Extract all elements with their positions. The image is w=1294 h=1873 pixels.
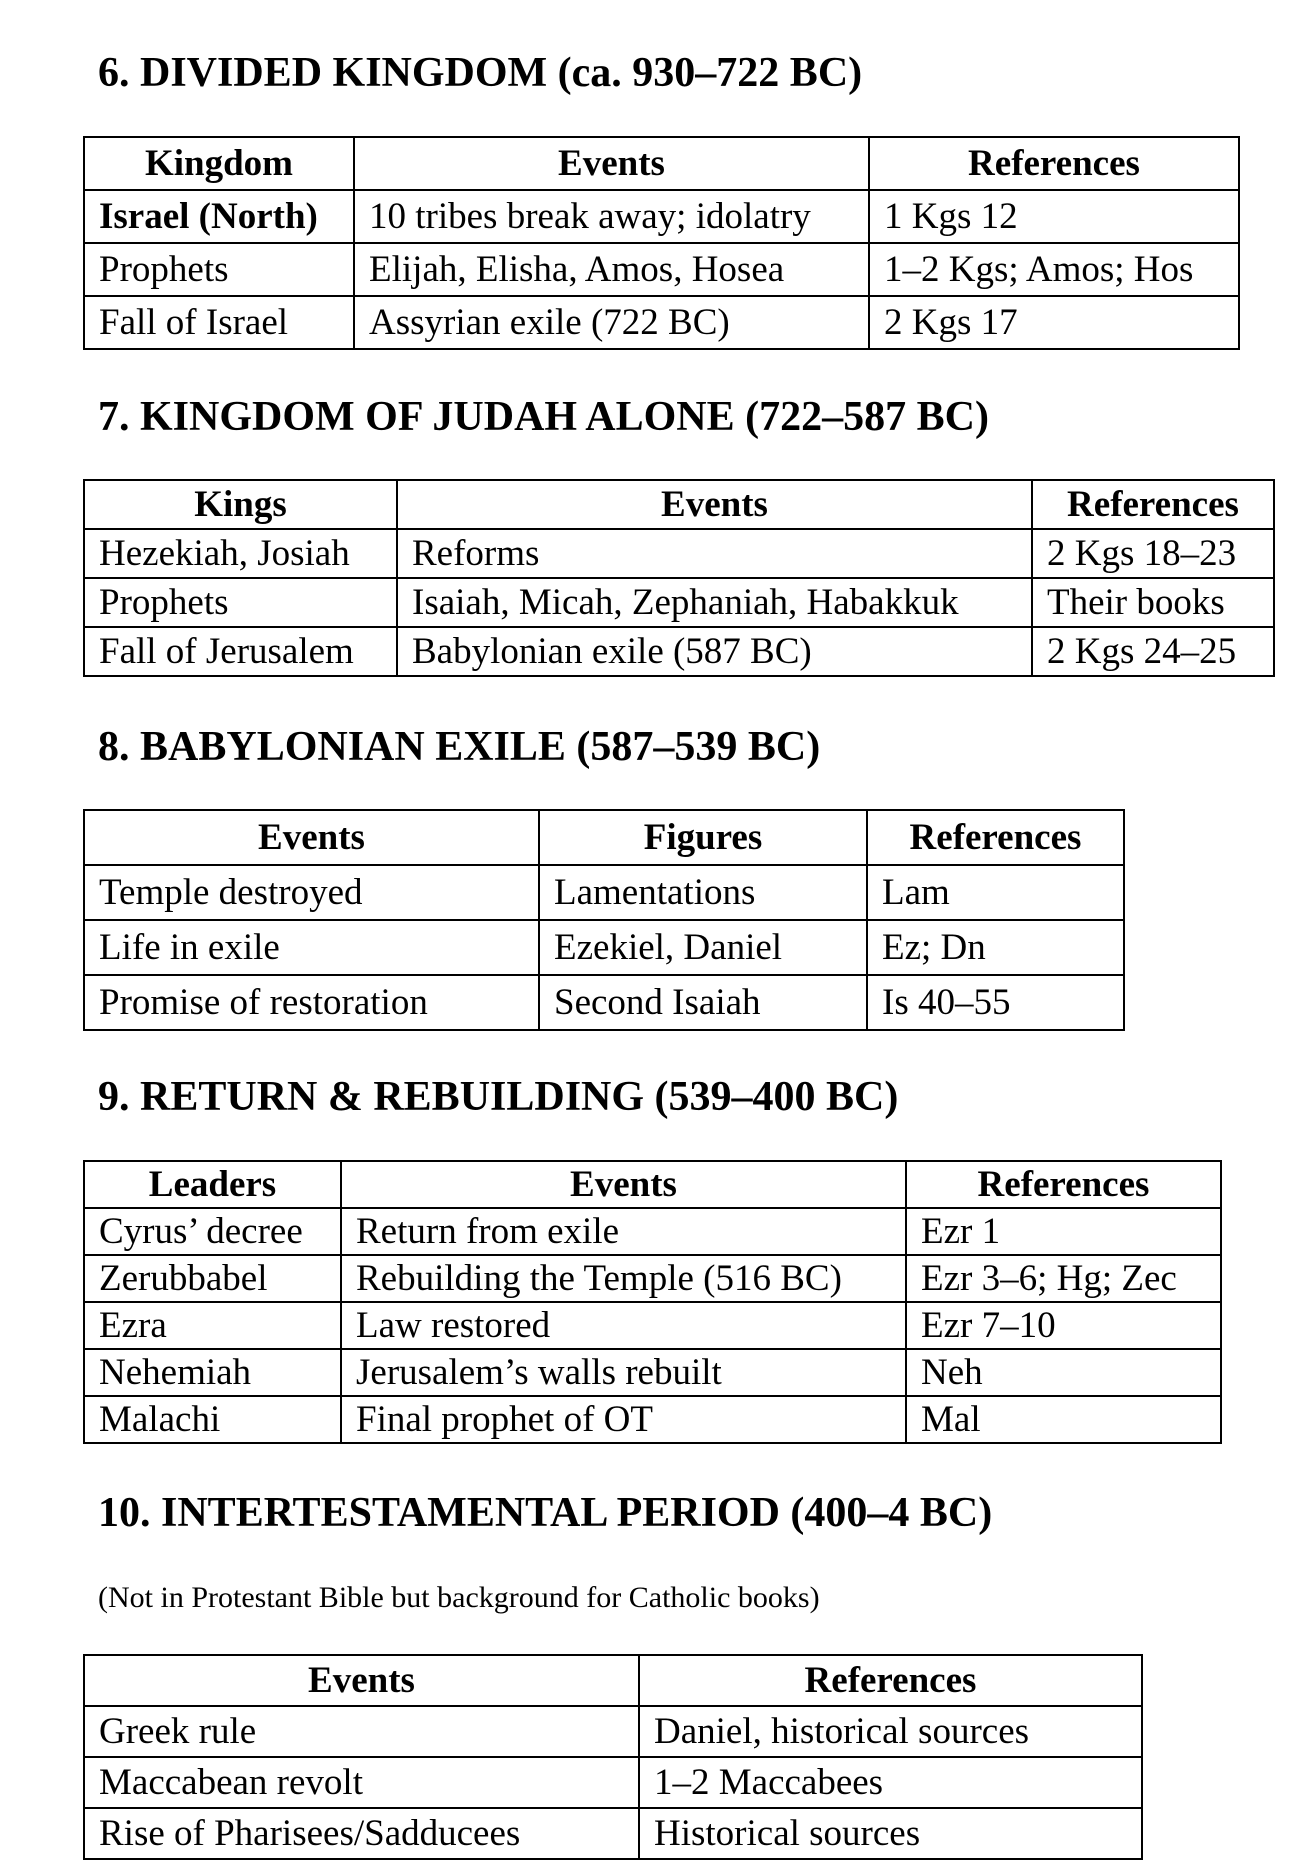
intertestamental-table: [83, 1654, 1143, 1860]
table-cell: Jerusalem’s walls rebuilt: [341, 1349, 906, 1396]
table-cell: Prophets: [84, 243, 354, 296]
table-cell: Historical sources: [639, 1808, 1142, 1859]
divided-kingdom-table: [83, 136, 1240, 350]
table-cell: Their books: [1032, 578, 1274, 627]
table-cell: Ezr 7–10: [906, 1302, 1221, 1349]
table-cell: Promise of restoration: [84, 975, 539, 1030]
table-cell: Greek rule: [84, 1706, 639, 1757]
column-header: Events: [341, 1161, 906, 1208]
table-row: [84, 1255, 1221, 1302]
section-10-note: (Not in Protestant Bible but background for Catholic books): [98, 1581, 820, 1614]
table-header-row: [84, 810, 1124, 865]
table-cell: Assyrian exile (722 BC): [354, 296, 869, 349]
table-row: [84, 1349, 1221, 1396]
table-cell: Rise of Pharisees/Sadducees: [84, 1808, 639, 1859]
table-cell: Maccabean revolt: [84, 1757, 639, 1808]
table-row: [84, 578, 1274, 627]
table-cell: Neh: [906, 1349, 1221, 1396]
table-cell: 10 tribes break away; idolatry: [354, 190, 869, 243]
column-header: Kings: [84, 480, 397, 529]
table-cell: 1–2 Kgs; Amos; Hos: [869, 243, 1239, 296]
column-header: Events: [84, 1655, 639, 1706]
table-cell: 1–2 Maccabees: [639, 1757, 1142, 1808]
table-row: [84, 1208, 1221, 1255]
table-cell: Fall of Jerusalem: [84, 627, 397, 676]
column-header: Events: [354, 137, 869, 190]
table-cell: Daniel, historical sources: [639, 1706, 1142, 1757]
table-cell: Reforms: [397, 529, 1032, 578]
column-header: Leaders: [84, 1161, 341, 1208]
table-cell: Babylonian exile (587 BC): [397, 627, 1032, 676]
table-cell: Lamentations: [539, 865, 867, 920]
column-header: Figures: [539, 810, 867, 865]
column-header: Events: [84, 810, 539, 865]
table-row: [84, 1302, 1221, 1349]
table-cell: Temple destroyed: [84, 865, 539, 920]
table-cell: Hezekiah, Josiah: [84, 529, 397, 578]
table-cell: Zerubbabel: [84, 1255, 341, 1302]
table-row: [84, 1808, 1142, 1859]
section-9-heading: 9. RETURN & REBUILDING (539–400 BC): [98, 1074, 899, 1120]
table-row: [84, 1396, 1221, 1443]
column-header: References: [906, 1161, 1221, 1208]
table-row: [84, 920, 1124, 975]
section-10-heading: 10. INTERTESTAMENTAL PERIOD (400–4 BC): [98, 1490, 993, 1536]
table-cell: Second Isaiah: [539, 975, 867, 1030]
table-cell: Ezr 3–6; Hg; Zec: [906, 1255, 1221, 1302]
section-7-heading: 7. KINGDOM OF JUDAH ALONE (722–587 BC): [98, 394, 989, 440]
column-header: References: [867, 810, 1124, 865]
column-header: References: [869, 137, 1239, 190]
table-cell: Is 40–55: [867, 975, 1124, 1030]
table-header-row: [84, 1655, 1142, 1706]
table-cell: Prophets: [84, 578, 397, 627]
table-cell: Fall of Israel: [84, 296, 354, 349]
table-cell: 2 Kgs 24–25: [1032, 627, 1274, 676]
table-header-row: [84, 480, 1274, 529]
return-rebuilding-table: [83, 1160, 1222, 1444]
table-cell: Mal: [906, 1396, 1221, 1443]
section-6-heading: 6. DIVIDED KINGDOM (ca. 930–722 BC): [98, 50, 863, 96]
column-header: References: [639, 1655, 1142, 1706]
table-cell: 2 Kgs 18–23: [1032, 529, 1274, 578]
table-cell: Ez; Dn: [867, 920, 1124, 975]
table-row: [84, 975, 1124, 1030]
table-cell: Elijah, Elisha, Amos, Hosea: [354, 243, 869, 296]
table-cell: Malachi: [84, 1396, 341, 1443]
table-row: [84, 865, 1124, 920]
table-row: [84, 243, 1239, 296]
table-cell: Rebuilding the Temple (516 BC): [341, 1255, 906, 1302]
column-header: Events: [397, 480, 1032, 529]
table-row: [84, 627, 1274, 676]
table-cell: Final prophet of OT: [341, 1396, 906, 1443]
table-cell: Ezr 1: [906, 1208, 1221, 1255]
table-cell: Isaiah, Micah, Zephaniah, Habakkuk: [397, 578, 1032, 627]
table-row: [84, 190, 1239, 243]
table-cell: Law restored: [341, 1302, 906, 1349]
column-header: References: [1032, 480, 1274, 529]
table-cell: Lam: [867, 865, 1124, 920]
table-row: [84, 1706, 1142, 1757]
table-cell: 1 Kgs 12: [869, 190, 1239, 243]
table-row: [84, 296, 1239, 349]
table-row: [84, 1757, 1142, 1808]
table-header-row: [84, 1161, 1221, 1208]
table-header-row: [84, 137, 1239, 190]
table-cell: Ezekiel, Daniel: [539, 920, 867, 975]
table-row: [84, 529, 1274, 578]
table-cell: Nehemiah: [84, 1349, 341, 1396]
table-cell: Ezra: [84, 1302, 341, 1349]
table-cell: Cyrus’ decree: [84, 1208, 341, 1255]
table-cell: 2 Kgs 17: [869, 296, 1239, 349]
column-header: Kingdom: [84, 137, 354, 190]
table-cell: Israel (North): [84, 190, 354, 243]
table-cell: Life in exile: [84, 920, 539, 975]
kingdom-of-judah-table: [83, 479, 1275, 677]
section-8-heading: 8. BABYLONIAN EXILE (587–539 BC): [98, 724, 821, 770]
table-cell: Return from exile: [341, 1208, 906, 1255]
babylonian-exile-table: [83, 809, 1125, 1031]
